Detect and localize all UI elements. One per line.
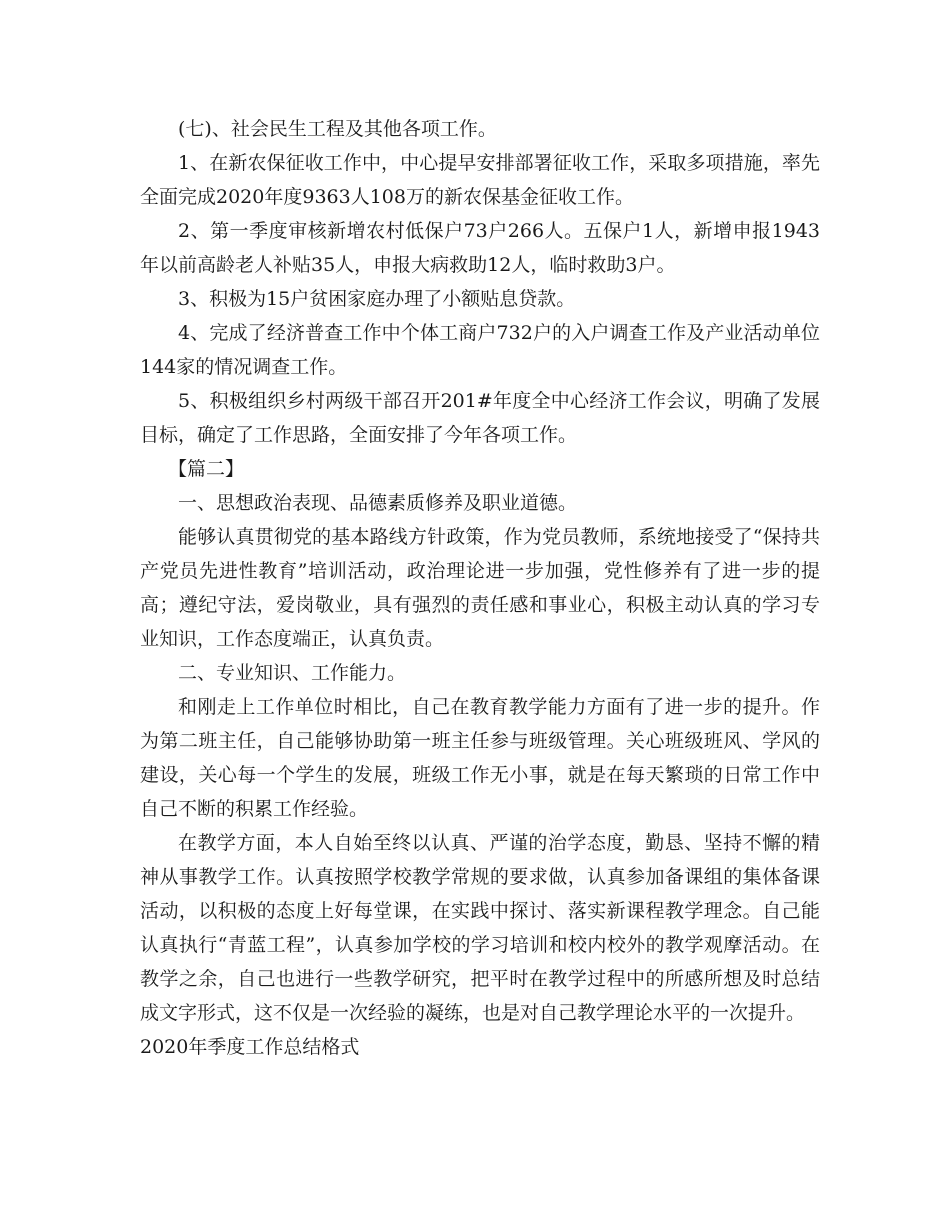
document-footer-title: 2020年季度工作总结格式 bbox=[140, 1036, 360, 1058]
paragraph-4: 4、完成了经济普查工作中个体工商户732户的入户调查工作及产业活动单位144家的情况调查工作。 bbox=[140, 322, 820, 378]
paragraph-2: 2、第一季度审核新增农村低保户73户266人。五保户1人，新增申报1943年以前高龄老人补贴35人，申报大病救助12人，临时救助3户。 bbox=[140, 220, 820, 276]
part-two-title: 【篇二】 bbox=[168, 458, 245, 480]
paragraph-political: 能够认真贯彻党的基本路线方针政策，作为党员教师，系统地接受了“保持共产党员先进性教育”培训活动，政治理论进一步加强，党性修养有了进一步的提高；遵纪守法，爱岗敬业，具有强烈的责任感和事业心，积极主动认真的学习专业知识，工作态度端正，认真负责。 bbox=[140, 526, 820, 650]
paragraph-1: 1、在新农保征收工作中，中心提早安排部署征收工作，采取多项措施，率先全面完成2020年度9363人108万的新农保基金征收工作。 bbox=[140, 152, 820, 208]
paragraph-5: 5、积极组织乡村两级干部召开201#年度全中心经济工作会议，明确了发展目标，确定了工作思路，全面安排了今年各项工作。 bbox=[140, 390, 820, 446]
paragraph-teaching: 在教学方面，本人自始至终以认真、严谨的治学态度，勤恳、坚持不懈的精神从事教学工作。认真按照学校教学常规的要求做，认真参加备课组的集体备课活动，以积极的态度上好每堂课，在实践中探讨、落实新课程教学理念。自己能认真执行“青蓝工程”，认真参加学校的学习培训和校内校外的教学观摩活动。在教学之余，自己也进行一些教学研究，把平时在教学过程中的所感所想及时总结成文字形式，这不仅是一次经验的凝练，也是对自己教学理论水平的一次提升。 bbox=[140, 832, 820, 1024]
section-heading-7: (七)、社会民生工程及其他各项工作。 bbox=[178, 118, 497, 140]
document-page bbox=[140, 112, 820, 1064]
section-heading-1: 一、思想政治表现、品德素质修养及职业道德。 bbox=[178, 492, 578, 514]
paragraph-3: 3、积极为15户贫困家庭办理了小额贴息贷款。 bbox=[178, 288, 576, 310]
paragraph-ability: 和刚走上工作单位时相比，自己在教育教学能力方面有了进一步的提升。作为第二班主任，自己能够协助第一班主任参与班级管理。关心班级班风、学风的建设，关心每一个学生的发展，班级工作无小事，就是在每天繁琐的日常工作中自己不断的积累工作经验。 bbox=[140, 696, 820, 820]
section-heading-2: 二、专业知识、工作能力。 bbox=[178, 662, 407, 684]
